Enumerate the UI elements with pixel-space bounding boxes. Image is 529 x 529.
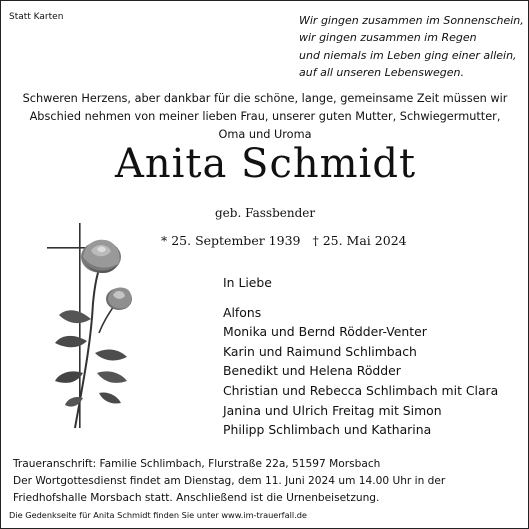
memorial-page-notice: Die Gedenkseite für Anita Schmidt finden Sie unter www.im-trauerfall.de	[9, 510, 307, 520]
mourner-name: Monika und Bernd Rödder-Venter	[223, 324, 427, 340]
mourners-list	[223, 273, 498, 440]
poem	[299, 12, 525, 81]
mourner-name: Janina und Ulrich Freitag mit Simon	[223, 402, 442, 418]
service-info-line: Friedhofshalle Morsbach statt. Anschließend ist die Urnenbeisetzung.	[13, 492, 380, 504]
statt-karten-label: Statt Karten	[9, 12, 64, 22]
poem-line: Wir gingen zusammen im Sonnenschein,	[299, 14, 524, 27]
death-date: † 25. Mai 2024	[312, 233, 407, 248]
mourner-name: Christian und Rebecca Schlimbach mit Clara	[223, 382, 499, 398]
funeral-info	[13, 456, 523, 507]
intro-text: Schweren Herzens, aber dankbar für die schöne, lange, gemeinsame Zeit müssen wir Abschied nehmen von meiner lieben Frau, unserer guten Mutter, Schwiegermutter, Oma und Uroma	[22, 92, 508, 141]
mourner-name: Benedikt und Helena Rödder	[223, 363, 401, 379]
poem-line: auf all unseren Lebenswegen.	[299, 65, 464, 79]
mourner-name: Philipp Schlimbach und Katharina	[223, 422, 432, 438]
mourner-name: Alfons	[223, 304, 262, 320]
birth-name: geb. Fassbender	[215, 206, 316, 220]
mourner-name: Karin und Raimund Schlimbach	[223, 343, 417, 359]
poem-line: wir gingen zusammen im Regen	[299, 31, 477, 45]
service-info-line: Der Wortgottesdienst findet am Dienstag, dem 11. Juni 2024 um 14.00 Uhr in der	[13, 475, 446, 487]
mourners-heading: In Liebe	[223, 275, 272, 290]
poem-line: und niemals im Leben ging einer allein,	[299, 48, 517, 62]
mourning-address: Traueranschrift: Familie Schlimbach, Flurstraße 22a, 51597 Morsbach	[13, 458, 381, 470]
cross-with-rose-icon	[47, 223, 137, 443]
life-dates	[161, 233, 407, 248]
deceased-name: Anita Schmidt	[114, 141, 417, 187]
birth-date: * 25. September 1939	[161, 233, 301, 248]
